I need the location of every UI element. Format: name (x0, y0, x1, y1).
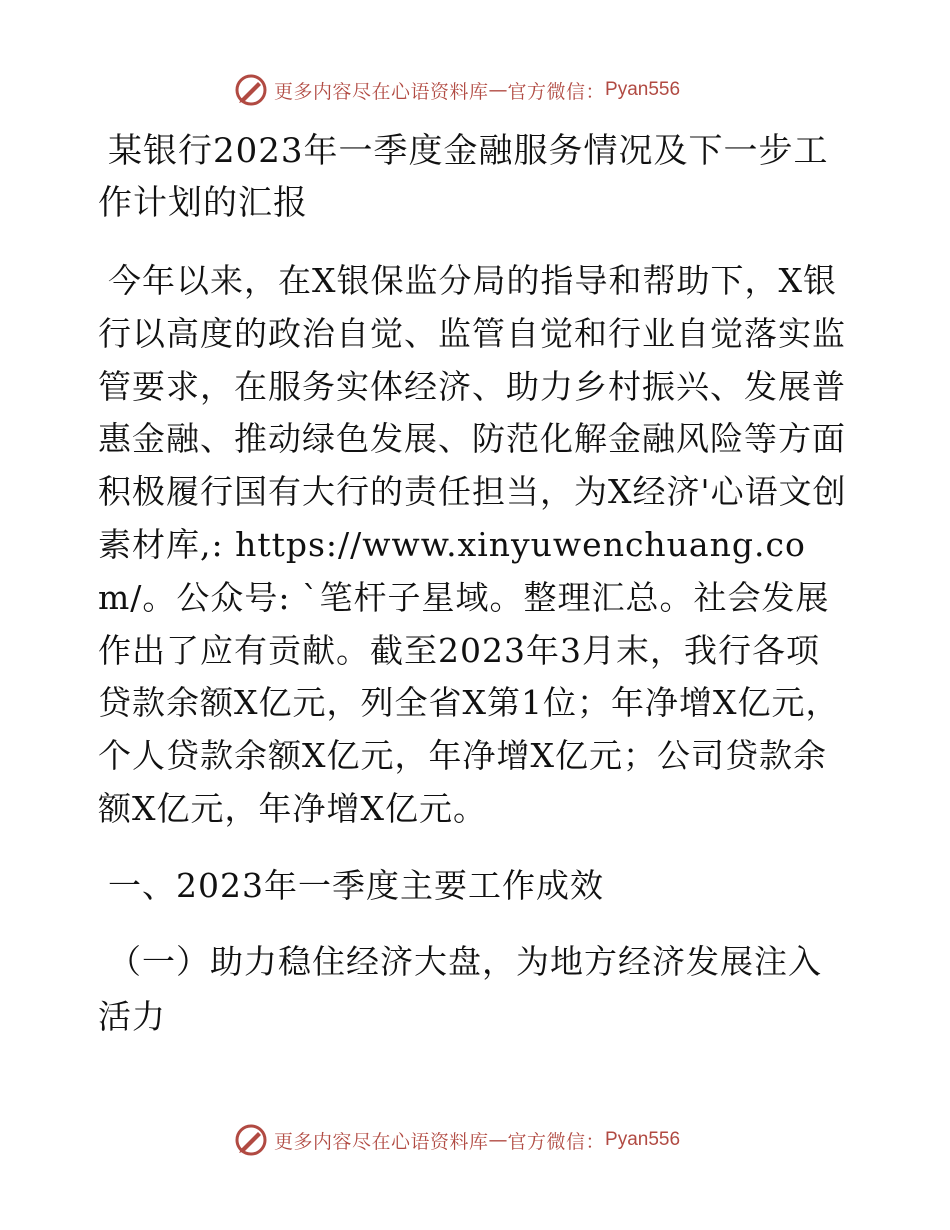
watermark-separator: — (488, 1129, 508, 1151)
footer-watermark (234, 1122, 680, 1158)
watermark-wechat-label: 官方微信： (507, 1130, 606, 1153)
header-watermark (234, 72, 680, 108)
watermark-text: 更多内容尽在心语资料库 (274, 1130, 489, 1153)
subsection-heading: （一）助力稳住经济大盘，为地方经济发展注入活力 (98, 941, 822, 1036)
watermark-wechat-id: Pyan556 (605, 79, 681, 100)
watermark-text: 更多内容尽在心语资料库 (274, 80, 489, 103)
section-heading: 一、2023年一季度主要工作成效 (108, 865, 604, 905)
intro-paragraph: 今年以来，在X银保监分局的指导和帮助下，X银行以高度的政治自觉、监管自觉和行业自觉落实监管要求，在服务实体经济、助力乡村振兴、发展普惠金融、推动绿色发展、防范化解金融风险等方面积极履行国有大行的责任担当，为X经济'心语文创素材库,: https://www.xinyuwenchuang.com/。公众号: `笔杆子星域。整理汇总。社会发展作出了应有贡献。截至2023年3月末，我行各项贷款余额X亿元，列全省X第1位；年净增X亿元，个人贷款余额X亿元，年净增X亿元；公司贷款余额X亿元，年净增X亿元。 (98, 261, 847, 828)
watermark-separator: — (488, 79, 508, 101)
document-body (98, 125, 850, 1044)
pen-logo-icon (234, 1123, 268, 1157)
pen-logo-icon (234, 73, 268, 107)
watermark-wechat-id: Pyan556 (605, 1129, 681, 1150)
document-title: 某银行2023年一季度金融服务情况及下一步工作计划的汇报 (98, 131, 829, 223)
watermark-wechat-label: 官方微信： (507, 80, 606, 103)
